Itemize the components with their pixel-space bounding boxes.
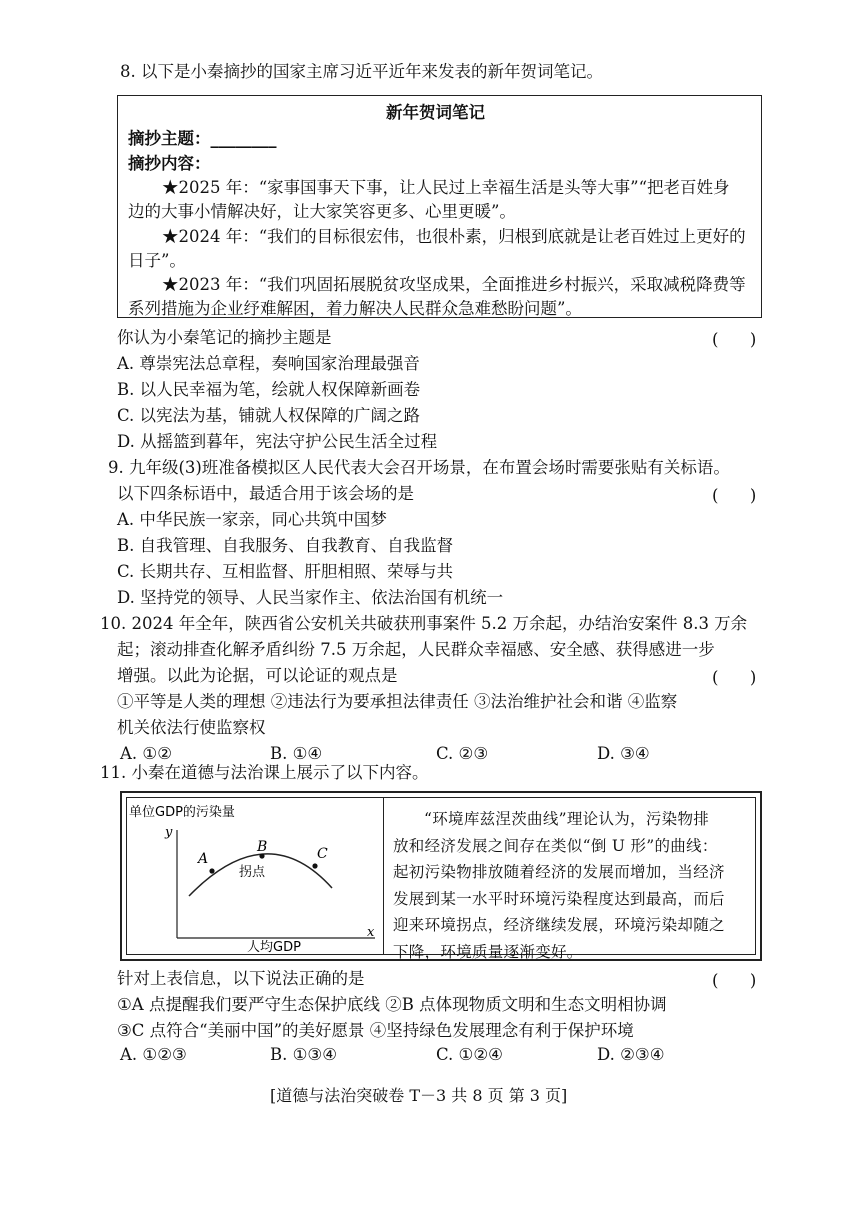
q9-stem-line1: 9. 九年级(3)班准备模拟区人民代表大会召开场景，在布置会场时需要张贴有关标语。 xyxy=(108,458,730,477)
point-label-a: A xyxy=(198,851,209,867)
q8-question: 你认为小秦笔记的摘抄主题是 xyxy=(117,328,332,347)
q10-choice-a[interactable]: A. ①② xyxy=(120,744,172,763)
q9-option-a[interactable]: A. 中华民族一家亲，同心共筑中国梦 xyxy=(117,510,387,529)
ekc-chart xyxy=(127,798,383,958)
q11-choice-c[interactable]: C. ①②④ xyxy=(436,1045,503,1064)
desc-line-5: 迎来环境拐点，经济继续发展，环境污染却随之 xyxy=(393,916,725,934)
note-2024-line2: 日子”。 xyxy=(128,251,186,270)
desc-line-1: “环境库兹涅茨曲线”理论认为，污染物排 xyxy=(424,810,710,828)
q11-items-line1: ①A 点提醒我们要严守生态保护底线 ②B 点体现物质文明和生态文明相协调 xyxy=(117,995,667,1014)
turning-point-label: 拐点 xyxy=(239,865,266,880)
figure-divider xyxy=(383,798,384,954)
q10-stem-line2: 起；滚动排查化解矛盾纠纷 7.5 万余起，人民群众幸福感、安全感、获得感进一步 xyxy=(117,640,715,659)
q11-choice-b[interactable]: B. ①③④ xyxy=(270,1045,337,1064)
note-2024-line1: ★2024 年：“我们的目标很宏伟，也很朴素，归根到底就是让老百姓过上更好的 xyxy=(162,227,746,246)
q11-choice-a[interactable]: A. ①②③ xyxy=(120,1045,187,1064)
q10-items-line2: 机关依法行使监察权 xyxy=(117,718,266,737)
q8-option-a[interactable]: A. 尊崇宪法总章程，奏响国家治理最强音 xyxy=(117,354,420,373)
q11-stem: 11. 小秦在道德与法治课上展示了以下内容。 xyxy=(100,763,429,782)
q11-question: 针对上表信息，以下说法正确的是 xyxy=(117,969,365,988)
note-title: 新年贺词笔记 xyxy=(386,103,485,122)
q10-answer-paren[interactable]: ( ) xyxy=(712,668,757,687)
note-topic-label: 摘抄主题：________ xyxy=(128,129,277,148)
desc-line-4: 发展到某一水平时环境污染程度达到最高，而后 xyxy=(393,889,725,908)
q10-stem-line1: 10. 2024 年全年，陕西省公安机关共破获刑事案件 5.2 万余起，办结治安案件 8.3 万余 xyxy=(100,614,748,633)
note-box xyxy=(117,95,762,318)
page-footer: [道德与法治突破卷 T－3 共 8 页 第 3 页] xyxy=(270,1086,568,1105)
q11-answer-paren[interactable]: ( ) xyxy=(712,971,757,990)
q10-choice-d[interactable]: D. ③④ xyxy=(597,744,650,763)
q8-answer-paren[interactable]: ( ) xyxy=(712,330,757,349)
q8-option-c[interactable]: C. 以宪法为基，铺就人权保障的广阔之路 xyxy=(117,406,421,425)
point-a xyxy=(209,868,214,873)
chart-title: 单位GDP的污染量 xyxy=(129,805,235,820)
q8-option-d[interactable]: D. 从摇篮到暮年，宪法守护公民生活全过程 xyxy=(117,432,438,451)
x-axis-title: 人均GDP xyxy=(247,940,301,955)
q9-option-c[interactable]: C. 长期共存、互相监督、肝胆相照、荣辱与共 xyxy=(117,562,454,581)
q8-stem: 8. 以下是小秦摘抄的国家主席习近平近年来发表的新年贺词笔记。 xyxy=(120,62,603,81)
figure-inner-frame xyxy=(126,797,756,961)
note-2023-line2: 系列措施为企业纾难解困，着力解决人民群众急难愁盼问题”。 xyxy=(128,299,582,318)
note-2025-line2: 边的大事小情解决好，让大家笑容更多、心里更暖”。 xyxy=(128,202,516,221)
q9-stem-line2: 以下四条标语中，最适合用于该会场的是 xyxy=(117,484,414,503)
q9-answer-paren[interactable]: ( ) xyxy=(712,486,757,505)
note-content-label: 摘抄内容： xyxy=(128,154,211,173)
figure-box xyxy=(120,791,762,961)
q9-option-d[interactable]: D. 坚持党的领导、人民当家作主、依法治国有机统一 xyxy=(117,588,504,607)
q8-option-b[interactable]: B. 以人民幸福为笔，绘就人权保障新画卷 xyxy=(117,380,421,399)
q10-stem-line3: 增强。以此为论据，可以论证的观点是 xyxy=(117,666,398,685)
x-axis-letter: x xyxy=(367,925,375,940)
q9-option-b[interactable]: B. 自我管理、自我服务、自我教育、自我监督 xyxy=(117,536,454,555)
desc-line-6: 下降，环境质量逐渐变好。 xyxy=(393,942,583,961)
q11-choice-d[interactable]: D. ②③④ xyxy=(597,1045,665,1064)
desc-line-2: 放和经济发展之间存在类似“倒 U 形”的曲线： xyxy=(393,836,718,855)
q11-items-line2: ③C 点符合“美丽中国”的美好愿景 ④坚持绿色发展理念有利于保护环境 xyxy=(117,1021,634,1040)
q10-choice-c[interactable]: C. ②③ xyxy=(436,744,489,763)
y-axis-letter: y xyxy=(165,825,173,840)
desc-line-3: 起初污染物排放随着经济的发展而增加，当经济 xyxy=(393,863,725,881)
q10-items-line1: ①平等是人类的理想 ②违法行为要承担法律责任 ③法治维护社会和谐 ④监察 xyxy=(117,692,678,711)
point-label-c: C xyxy=(317,846,328,862)
point-c xyxy=(312,863,317,868)
note-2023-line1: ★2023 年：“我们巩固拓展脱贫攻坚成果，全面推进乡村振兴，采取减税降费等 xyxy=(162,275,746,294)
point-label-b: B xyxy=(257,839,268,855)
ekc-description xyxy=(393,806,761,965)
note-2025-line1: ★2025 年：“家事国事天下事，让人民过上幸福生活是头等大事”“把老百姓身 xyxy=(162,178,730,197)
q10-choice-b[interactable]: B. ①④ xyxy=(270,744,323,763)
